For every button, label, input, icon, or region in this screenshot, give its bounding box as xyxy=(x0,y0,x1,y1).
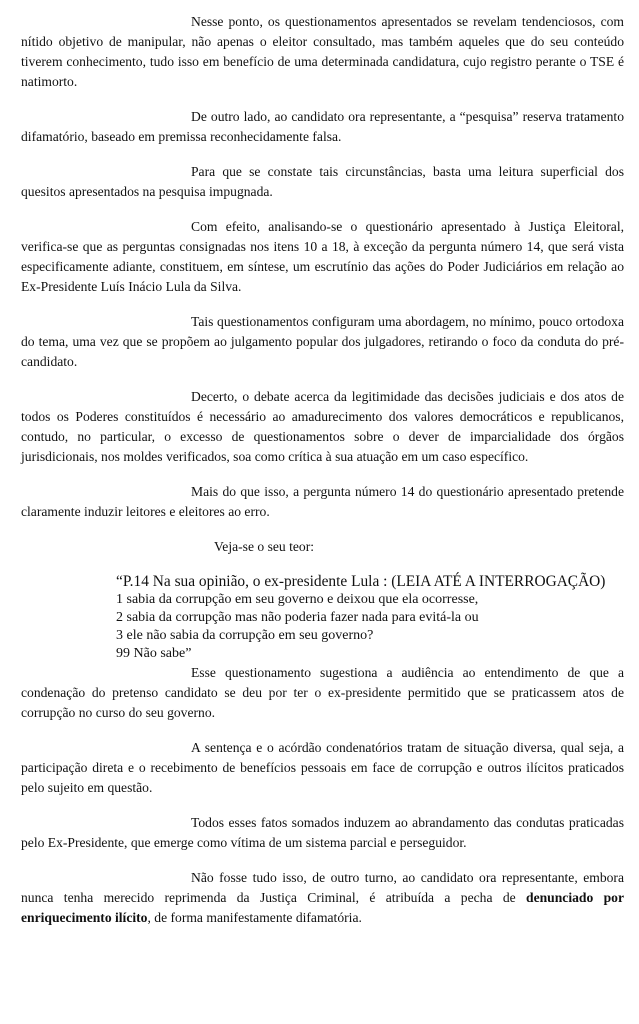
question-option: 99 Não sabe” xyxy=(116,646,192,661)
text-run: , de forma manifestamente difamatória. xyxy=(147,910,362,925)
paragraph: Mais do que isso, a pergunta número 14 do questionário apresentado pretende claramente induzir leitores e eleitores ao erro. xyxy=(21,484,624,519)
paragraph: Com efeito, analisando-se o questionário apresentado à Justiça Eleitoral, verifica-se que as perguntas consignadas nos itens 10 a 18, à exceção da pergunta número 14, que será vista especificamente adiante, constituem, em síntese, um escrutínio das ações do Poder Judiciários em relação ao Ex-Presidente Luís Inácio Lula da Silva. xyxy=(21,219,624,294)
paragraph: Decerto, o debate acerca da legitimidade das decisões judiciais e dos atos de todos os Poderes constituídos é necessário ao amadurecimento dos valores democráticos e republicanos, contudo, no particular, o excesso de questionamentos sobre o dever de imparcialidade dos órgãos jurisdicionais, nos moldes verificados, soa como crítica à sua atuação em um caso específico. xyxy=(21,389,624,464)
question-option: 1 sabia da corrupção em seu governo e deixou que ela ocorresse, xyxy=(116,592,479,607)
question-option: 3 ele não sabia da corrupção em seu governo? xyxy=(116,628,374,643)
paragraph: Tais questionamentos configuram uma abordagem, no mínimo, pouco ortodoxa do tema, uma vez que se propõem ao julgamento popular dos julgadores, retirando o foco da conduta do pré-candidato. xyxy=(21,314,624,369)
quote-intro: Veja-se o seu teor: xyxy=(214,539,315,554)
paragraph: A sentença e o acórdão condenatórios tratam de situação diversa, qual seja, a participação direta e o recebimento de benefícios pessoais em face de corrupção e outros ilícitos praticados pelo sujeito em questão. xyxy=(21,740,624,795)
paragraph: De outro lado, ao candidato ora representante, a “pesquisa” reserva tratamento difamatório, baseado em premissa reconhecidamente falsa. xyxy=(21,109,624,144)
text-run: Não fosse tudo isso, de outro turno, ao candidato ora representante, embora nunca tenha merecido reprimenda da Justiça Criminal, é atribuída a pecha de xyxy=(21,870,624,905)
paragraph: Nesse ponto, os questionamentos apresentados se revelam tendenciosos, com nítido objetivo de manipular, não apenas o eleitor consultado, mas também aqueles que do seu conteúdo tiverem conhecimento, tudo isso em benefício de uma determinada candidatura, cujo registro perante o TSE é natimorto. xyxy=(21,14,624,89)
bold-phrase: denunciado por enriquecimento ilícito xyxy=(21,890,624,925)
paragraph: Esse questionamento sugestiona a audiência ao entendimento de que a condenação do pretenso candidato se deu por ter o ex-presidente permitido que se praticassem atos de corrupção no curso do seu governo. xyxy=(21,665,624,720)
quoted-question xyxy=(116,572,624,663)
paragraph-last xyxy=(21,868,624,928)
paragraph: Para que se constate tais circunstâncias, basta uma leitura superficial dos quesitos apresentados na pesquisa impugnada. xyxy=(21,164,624,199)
question-option: 2 sabia da corrupção mas não poderia fazer nada para evitá-la ou xyxy=(116,610,479,625)
question-heading: “P.14 Na sua opinião, o ex-presidente Lula : (LEIA ATÉ A INTERROGAÇÃO) xyxy=(116,573,606,590)
document-page xyxy=(21,12,624,943)
paragraph: Todos esses fatos somados induzem ao abrandamento das condutas praticadas pelo Ex-Presidente, que emerge como vítima de um sistema parcial e perseguidor. xyxy=(21,815,624,850)
